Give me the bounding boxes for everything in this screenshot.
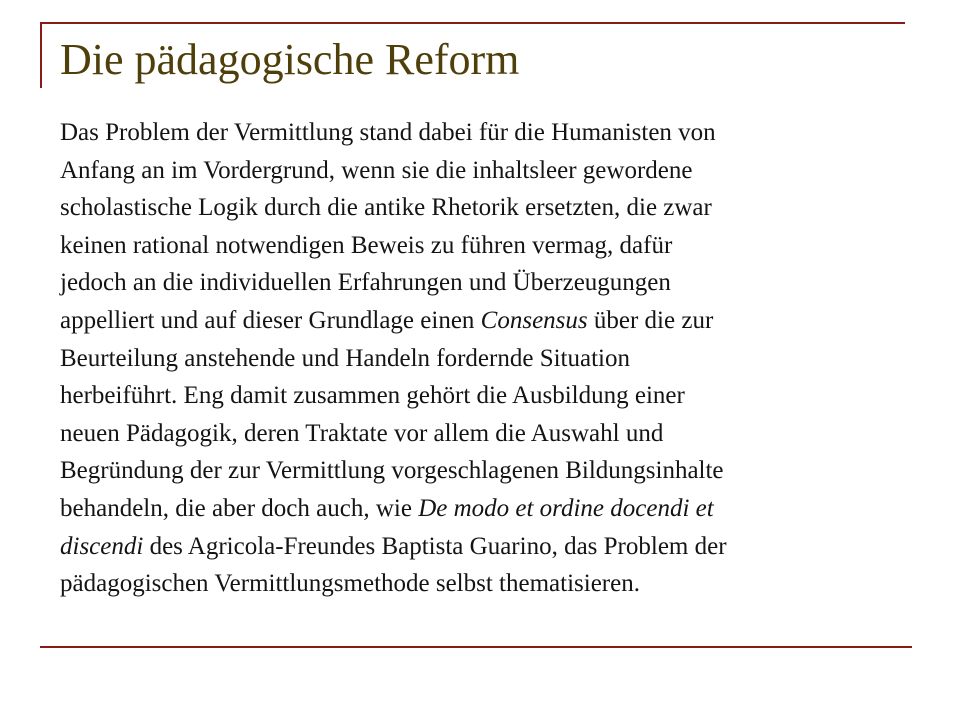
body-line-4: keinen rational notwendigen Beweis zu führen vermag, dafür: [60, 231, 673, 259]
body-line-2: Anfang an im Vordergrund, wenn sie die inhaltsleer gewordene: [60, 156, 693, 184]
body-line-9: neuen Pädagogik, deren Traktate vor allem die Auswahl und: [60, 419, 664, 447]
body-text-segment: über die zur: [587, 306, 714, 334]
body-line-13: pädagogischen Vermittlungsmethode selbst thematisieren.: [60, 570, 640, 598]
top-rule-line: [40, 22, 905, 24]
body-text-segment: des Agricola-Freundes Baptista Guarino, das Problem der: [143, 532, 727, 560]
bottom-rule-line: [40, 646, 912, 648]
body-line-11: [60, 490, 915, 528]
body-line-12: [60, 528, 915, 566]
left-rule-line: [40, 22, 42, 88]
body-text-segment: behandeln, die aber doch auch, wie: [60, 494, 419, 522]
body-line-7: Beurteilung anstehende und Handeln fordernde Situation: [60, 344, 630, 372]
body-line-3: scholastische Logik durch die antike Rhetorik ersetzten, die zwar: [60, 194, 712, 222]
body-line-8: herbeiführt. Eng damit zusammen gehört die Ausbildung einer: [60, 382, 685, 410]
italic-work-title: De modo et ordine docendi et: [418, 494, 714, 522]
body-line-6: [60, 302, 915, 340]
body-paragraph: [60, 114, 915, 603]
slide-title: Die pädagogische Reform: [60, 35, 520, 84]
body-line-5: jedoch an die individuellen Erfahrungen und Überzeugungen: [60, 269, 671, 297]
body-line-10: Begründung der zur Vermittlung vorgeschlagenen Bildungsinhalte: [60, 457, 724, 485]
body-text-segment: appelliert und auf dieser Grundlage einen: [60, 306, 481, 334]
body-line-1: Das Problem der Vermittlung stand dabei für die Humanisten von: [60, 119, 716, 146]
italic-term-consensus: Consensus: [480, 306, 588, 334]
italic-work-title-end: discendi: [60, 532, 144, 560]
